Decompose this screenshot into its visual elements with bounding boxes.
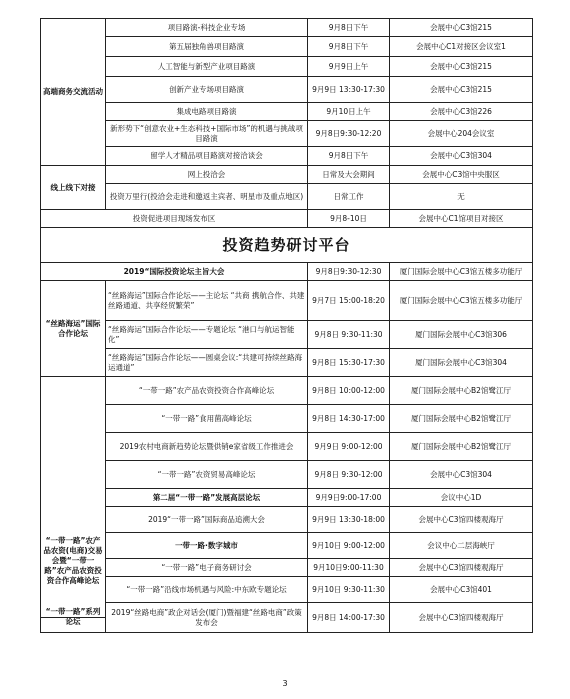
table-row (41, 433, 533, 461)
event-venue: 会展中心C1对接区会议室1 (390, 37, 533, 57)
event-time: 9月8日 15:30-17:30 (308, 349, 390, 377)
table-row (41, 281, 533, 321)
event-venue: 厦门国际会展中心C3馆五楼多功能厅 (390, 281, 533, 321)
group-label-online: 线上线下对接 (41, 166, 106, 210)
event-time: 9月10日 9:00-12:00 (308, 533, 390, 559)
event-time: 日常及大会期间 (308, 166, 390, 184)
series-group-cell: “一带一路”农产品农资(电商)交易会暨“一带一路”农产品农资投资合作高峰论坛 “一带一路”系列论坛 (41, 377, 106, 633)
table-row (41, 166, 533, 184)
table-row (41, 405, 533, 433)
table-row (41, 57, 533, 77)
event-name: 2019农村电商新趋势论坛暨供销e家省级工作推进会 (106, 433, 308, 461)
event-time: 9月8日下午 (308, 37, 390, 57)
table-row (41, 461, 533, 489)
table-row (41, 321, 533, 349)
event-name: 第二届“一带一路”发展高层论坛 (106, 489, 308, 507)
event-name: 创新产业专场项目路演 (106, 77, 308, 103)
event-venue: 会展中心C3馆304 (390, 147, 533, 166)
event-name: “一带一路”沿线市场机遇与风险:中东欧专题论坛 (106, 577, 308, 603)
event-time: 9月8日 9:30-11:30 (308, 321, 390, 349)
event-name: 新形势下“创意农业+生态科技+国际市场”的机遇与挑战项目路演 (106, 121, 308, 147)
event-name: 2019“丝路电商”政企对话会(厦门)暨福建“丝路电商”政策发布会 (106, 603, 308, 633)
group-label-top: 高端商务交流活动 (41, 19, 106, 166)
event-name: “丝路海运”国际合作论坛——主论坛 “共商 携航合作、共建丝路通道、共享经贸繁荣” (106, 281, 308, 321)
table-row (41, 577, 533, 603)
event-venue: 会议中心1D (390, 489, 533, 507)
event-venue: 会展中心C3馆215 (390, 19, 533, 37)
event-venue: 厦门国际会展中心B2馆鹭江厅 (390, 405, 533, 433)
event-name: “丝路海运”国际合作论坛——圆桌会议:“共建可持续丝路海运通道” (106, 349, 308, 377)
event-name: 网上投洽会 (106, 166, 308, 184)
event-time: 9月9日9:00-17:00 (308, 489, 390, 507)
event-time: 日常工作 (308, 184, 390, 210)
table-row (41, 507, 533, 533)
table-row (41, 349, 533, 377)
event-venue: 会展中心C3馆226 (390, 103, 533, 121)
event-name: 2019“一带一路”国际商品追溯大会 (106, 507, 308, 533)
table-row (41, 603, 533, 633)
table-row (41, 228, 533, 263)
group-label-agri: “一带一路”农产品农资(电商)交易会暨“一带一路”农产品农资投资合作高峰论坛 (41, 505, 105, 618)
event-venue: 会展中心C3馆215 (390, 77, 533, 103)
event-venue: 无 (390, 184, 533, 210)
event-venue: 会展中心C3馆401 (390, 577, 533, 603)
event-time: 9月8-10日 (308, 210, 390, 228)
table-row (41, 263, 533, 281)
event-time: 9月8日 9:30-12:00 (308, 461, 390, 489)
table-row (41, 103, 533, 121)
event-time: 9月10日上午 (308, 103, 390, 121)
event-venue: 厦门国际会展中心C3馆304 (390, 349, 533, 377)
page-number: 3 (282, 679, 288, 688)
event-venue: 厦门国际会展中心B2馆鹭江厅 (390, 433, 533, 461)
table-row (41, 77, 533, 103)
event-venue: 会议中心二层海峡厅 (390, 533, 533, 559)
table-row (41, 533, 533, 559)
event-venue: 会展中心C3馆304 (390, 461, 533, 489)
table-row (41, 19, 533, 37)
event-time: 9月7日 15:00-18:20 (308, 281, 390, 321)
table-row (41, 121, 533, 147)
event-venue: 会展中心C3馆四楼观海厅 (390, 507, 533, 533)
event-name: 2019“国际投资论坛主旨大会 (41, 263, 308, 281)
table-row (41, 184, 533, 210)
event-venue: 会展中心C3馆四楼观海厅 (390, 559, 533, 577)
event-time: 9月8日下午 (308, 147, 390, 166)
event-name: 第五届独角兽项目路演 (106, 37, 308, 57)
event-name: 人工智能与新型产业项目路演 (106, 57, 308, 77)
event-name: “一带一路”电子商务研讨会 (106, 559, 308, 577)
event-time: 9月9日上午 (308, 57, 390, 77)
event-name: 一带一路·数字城市 (106, 533, 308, 559)
event-name: 集成电路项目路演 (106, 103, 308, 121)
schedule-table (40, 18, 533, 633)
event-time: 9月9日 13:30-18:00 (308, 507, 390, 533)
group-label-silk: “丝路海运”国际合作论坛 (41, 281, 106, 377)
table-row (41, 210, 533, 228)
event-venue: 厦门国际会展中心C3馆五楼多功能厅 (390, 263, 533, 281)
event-time: 9月8日 14:30-17:00 (308, 405, 390, 433)
table-row (41, 37, 533, 57)
event-time: 9月8日下午 (308, 19, 390, 37)
event-name: “一带一路”农产品农资投资合作高峰论坛 (106, 377, 308, 405)
table-row (41, 377, 533, 405)
event-venue: 会展中心C3馆215 (390, 57, 533, 77)
table-row (41, 147, 533, 166)
platform-title: 投资趋势研讨平台 (41, 228, 533, 263)
event-time: 9月10日 9:30-11:30 (308, 577, 390, 603)
event-venue: 会展中心204会议室 (390, 121, 533, 147)
table-row (41, 559, 533, 577)
event-name: “丝路海运”国际合作论坛——专题论坛 “港口与航运智能化” (106, 321, 308, 349)
event-name: “一带一路”农资贸易高峰论坛 (106, 461, 308, 489)
event-name: 留学人才精品项目路演对接洽谈会 (106, 147, 308, 166)
event-name: 项目路演-科技企业专场 (106, 19, 308, 37)
event-name: 投资万里行(投洽会走进和邀返主宾者、明星市及重点地区) (106, 184, 308, 210)
event-venue: 会展中心C1馆项目对接区 (390, 210, 533, 228)
event-time: 9月9日 9:00-12:00 (308, 433, 390, 461)
event-venue: 会展中心C3馆中央服区 (390, 166, 533, 184)
event-name: “一带一路”食用菌高峰论坛 (106, 405, 308, 433)
event-time: 9月8日 14:00-17:30 (308, 603, 390, 633)
event-venue: 会展中心C3馆四楼观海厅 (390, 603, 533, 633)
event-venue: 厦门国际会展中心B2馆鹭江厅 (390, 377, 533, 405)
event-time: 9月10日9:00-11:30 (308, 559, 390, 577)
event-name: 投资促进项目现场发布区 (41, 210, 308, 228)
event-time: 9月8日9:30-12:20 (308, 121, 390, 147)
event-venue: 厦门国际会展中心C3馆306 (390, 321, 533, 349)
event-time: 9月8日9:30-12:30 (308, 263, 390, 281)
event-time: 9月9日 13:30-17:30 (308, 77, 390, 103)
table-row (41, 489, 533, 507)
event-time: 9月8日 10:00-12:00 (308, 377, 390, 405)
